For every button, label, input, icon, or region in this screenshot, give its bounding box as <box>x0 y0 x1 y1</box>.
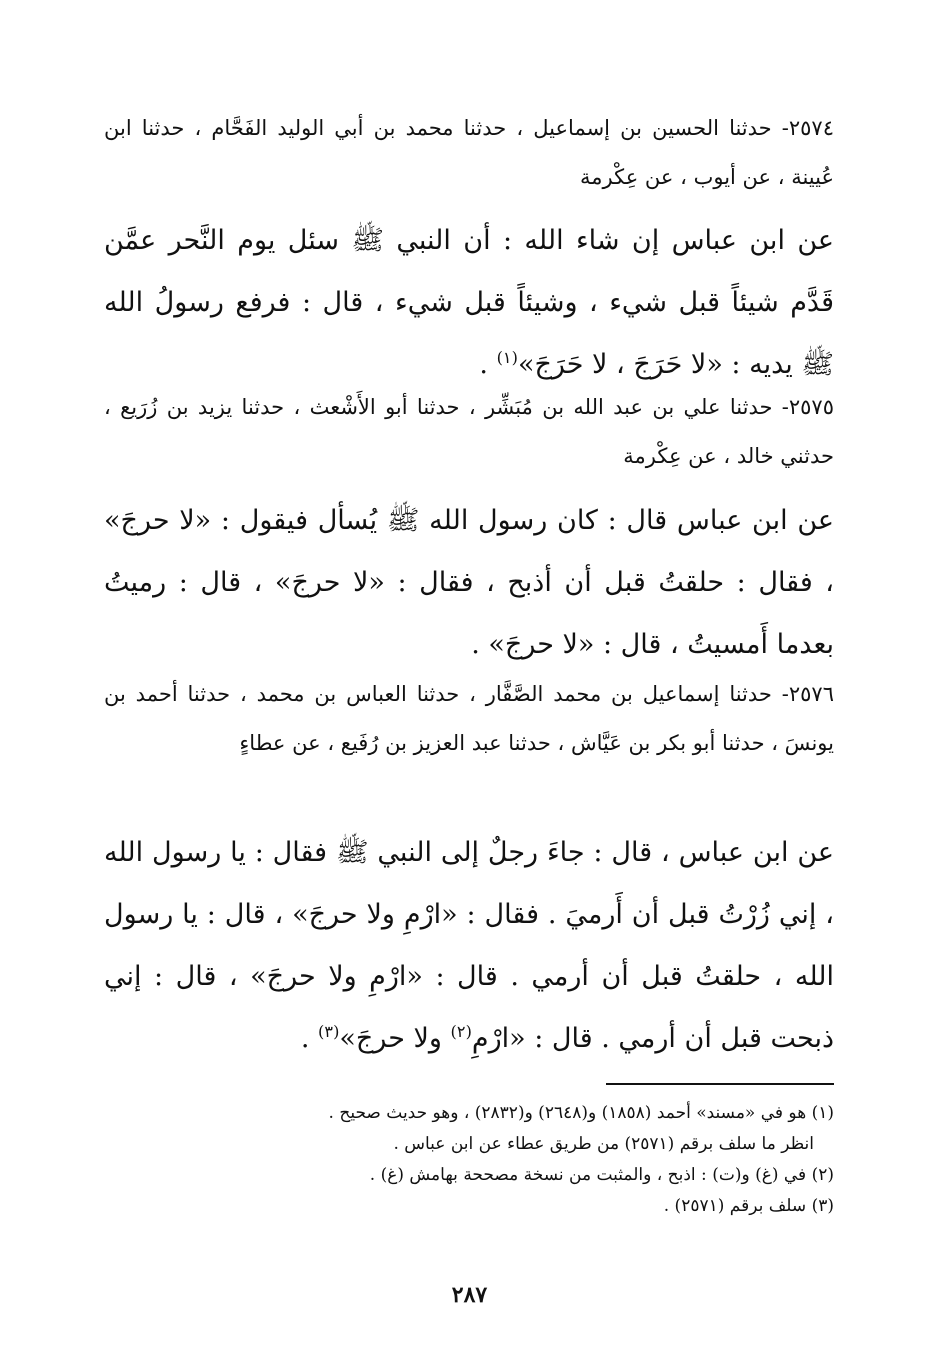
hadith-2575-matn: عن ابن عباس قال : كان رسول الله ﷺ يُسأل فيقول : «لا حرجَ» ، فقال : حلقتُ قبل أن أذبح ، فقال : «لا حرجَ» ، قال : رميتُ بعدما أَمسيتُ ، قال : «لا حرجَ» . <box>104 505 834 660</box>
hadith-2576-isnad: ٢٥٧٦- حدثنا إسماعيل بن محمد الصَّفَّار ، حدثنا العباس بن محمد ، حدثنا أحمد بن يونسَ ، حدثنا أبو بكر بن عَيَّاش ، حدثنا عبد العزيز بن رُفَيع ، عن عطاءٍ <box>104 682 834 755</box>
hadith-2574-matn <box>104 210 834 396</box>
hadith-2574-isnad: ٢٥٧٤- حدثنا الحسين بن إسماعيل ، حدثنا محمد بن أبي الوليد الفَحَّام ، حدثنا ابن عُيينة ، عن أيوب ، عن عِكْرمة <box>104 116 834 189</box>
footnote-1-continuation: انظر ما سلف برقم (٢٥٧١) من طريق عطاء عن ابن عباس . <box>393 1134 814 1154</box>
hadith-2576-matn-tail: ولا حرجَ» <box>339 1023 451 1054</box>
hadith-2576-matn-end: . <box>300 1023 319 1054</box>
footnote-1: (١) هو في «مسند» أحمد (١٨٥٨) و(٢٦٤٨) و(٢٨٣٢) ، وهو حديث صحيح . <box>328 1103 834 1123</box>
hadith-2574-matn-text: عن ابن عباس إن شاء الله : أن النبي ﷺ سئل يوم النَّحر عمَّن قَدَّم شيئاً قبل شيء ، وشيئاً قبل شيء ، قال : فرفع رسولُ الله ﷺ يديه : «لا حَرَجَ ، لا حَرَجَ» <box>104 225 834 380</box>
footnote-2: (٢) في (غ) و(ت) : اذبح ، والمثبت من نسخة مصححة بهامش (غ) . <box>369 1165 834 1185</box>
page-number: ٢٨٧ <box>451 1282 488 1308</box>
footnote-ref-2: (٢) <box>450 1022 472 1041</box>
footnote-ref-1: (١) <box>496 348 518 367</box>
footnote-3: (٣) سلف برقم (٢٥٧١) . <box>663 1196 834 1216</box>
hadith-2576-matn-text: عن ابن عباس ، قال : جاءَ رجلٌ إلى النبي ﷺ فقال : يا رسول الله ، إني زُرْتُ قبل أن أَرميَ . فقال : «ارْمِ ولا حرجَ» ، قال : يا رسول الله ، حلقتُ قبل أن أرمي . قال : «ارْمِ ولا حرجَ» ، قال : إني ذبحت قبل أن أرمي . قال : «ارْمِ <box>104 837 834 1054</box>
hadith-2574-matn-end: . <box>479 349 497 380</box>
hadith-2576-matn <box>104 822 834 1070</box>
footnote-ref-3: (٣) <box>318 1022 340 1041</box>
footnotes <box>104 1098 834 1222</box>
hadith-2575-isnad: ٢٥٧٥- حدثنا علي بن عبد الله بن مُبَشِّر ، حدثنا أبو الأَشْعث ، حدثنا يزيد بن زُرَيع ، حدثني خالد ، عن عِكْرمة <box>104 395 834 468</box>
footnote-divider <box>606 1083 834 1085</box>
